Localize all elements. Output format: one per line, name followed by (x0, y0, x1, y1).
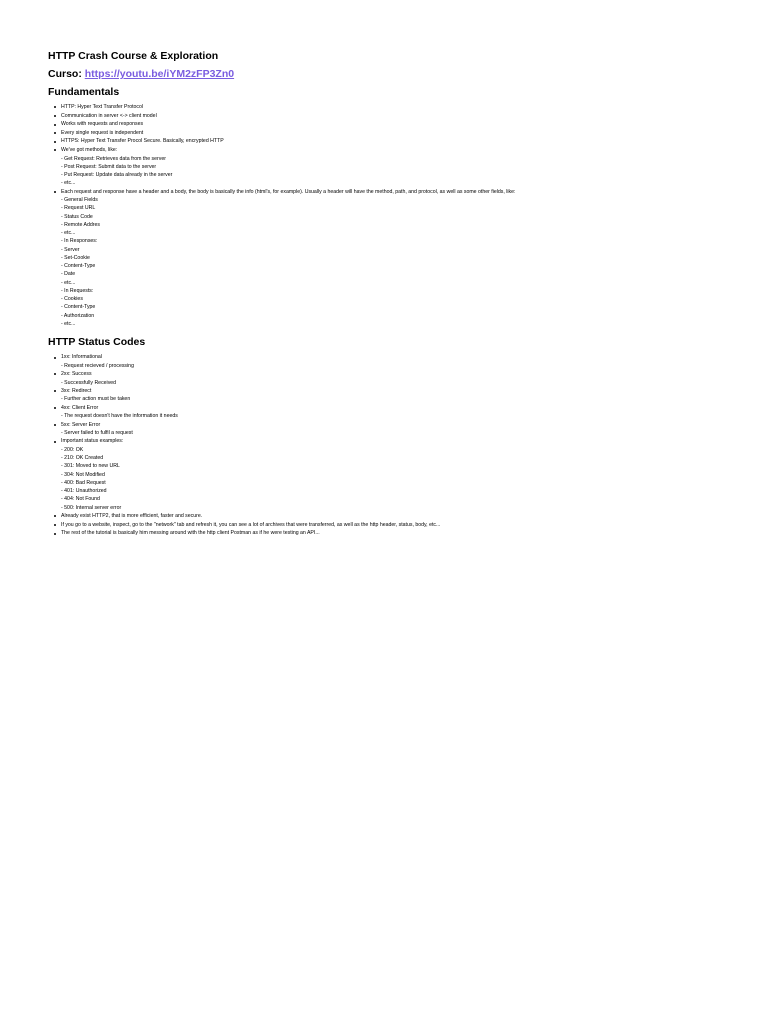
sub-item-text: - 210: OK Created (61, 455, 104, 462)
course-link[interactable]: https://youtu.be/iYM2zFP3Zn0 (84, 68, 235, 80)
list-item-text: Works with requests and responses (61, 121, 144, 128)
list-item (61, 112, 748, 121)
bullet-list (48, 103, 748, 328)
sub-item-text: - Set-Cookie (61, 254, 90, 261)
list-item (61, 129, 748, 138)
list-item-text: Important status examples: (61, 438, 124, 445)
sub-item-text: - In Responses: (61, 238, 98, 245)
list-item (61, 188, 748, 329)
list-item-text: Each request and response have a header and a body, the body is basically the info (html's, for example). Usually a header will have the method, path, and protocol, as well as some other fields, like: (61, 188, 516, 195)
sub-item-text: - 400: Bad Request (61, 479, 106, 486)
sub-item-text: - 500: Internal server error (61, 504, 122, 511)
list-item-text: If you go to a website, inspect, go to the "network" tab and refresh it, you can see a lot of archives that were transferred, as well as the http header, status, body, etc... (61, 521, 441, 528)
list-item-text: 5xx: Server Error (61, 421, 101, 428)
sub-item-text: - Server (61, 246, 80, 253)
list-item (61, 137, 748, 146)
sub-item-text: - 301: Moved to new URL (61, 463, 120, 470)
sub-item-text: - etc... (61, 230, 76, 237)
list-item (61, 353, 748, 370)
course-line (48, 68, 748, 81)
list-item-text: 1xx: Informational (61, 354, 102, 361)
list-item-text: Communication in server <-> client model (61, 112, 157, 119)
list-item-text: HTTPS: Hyper Text Transfer Procol Secure. Basically, encrypted HTTP (61, 138, 224, 145)
sub-item-text: - Content-Type (61, 263, 96, 270)
list-item-text: 4xx: Client Error (61, 404, 99, 411)
section-heading: HTTP Status Codes (48, 336, 146, 349)
list-item-text: We've got methods, like: (61, 146, 118, 153)
sub-item-text: - In Requests: (61, 287, 94, 294)
sub-item-text: - Date (61, 271, 76, 278)
list-item-text: Every single request is independent (61, 129, 144, 136)
sub-item-text: - 404: Not Found (61, 496, 100, 503)
list-item (61, 421, 748, 438)
list-item-text: 3xx: Redirect (61, 387, 92, 394)
document-page (48, 50, 748, 546)
sub-item-text: - Successfully Received (61, 379, 117, 386)
sections-container (48, 86, 748, 538)
sub-item-text: - etc... (61, 279, 76, 286)
sub-item-text: - General Fields (61, 197, 98, 204)
list-item (61, 521, 748, 530)
sub-item-text: - 304: Not Modified (61, 471, 105, 478)
list-item-text: HTTP: Hyper Text Transfer Protocol (61, 104, 144, 110)
sub-item-text: - Cookies (61, 296, 83, 303)
list-item (61, 120, 748, 129)
document-title: HTTP Crash Course & Exploration (48, 50, 219, 62)
list-item-text: The rest of the tutorial is basically him messing around with the http client Postman as if he were testing an API... (61, 530, 320, 537)
sub-item-text: - Remote Addres (61, 221, 100, 228)
list-item (61, 146, 748, 188)
sub-item-text: - Put Request: Update data already in the server (61, 172, 173, 179)
sub-item-text: - Request URL (61, 205, 96, 212)
sub-item-text: - Status Code (61, 213, 93, 220)
list-item (61, 370, 748, 387)
sub-item-text: - Content-Type (61, 304, 96, 311)
bullet-list (48, 353, 748, 538)
list-item-text: 2xx: Success (61, 371, 92, 377)
list-item-text: Already exist HTTP2, that is more efficient, faster and secure. (61, 512, 203, 519)
list-item (61, 512, 748, 521)
list-item (61, 529, 748, 538)
sub-item-text: - etc... (61, 180, 76, 187)
sub-item-text: - Post Request: Submit data to the server (61, 163, 157, 170)
course-label: Curso: (48, 68, 85, 80)
sub-item-text: - Authorization (61, 312, 95, 319)
list-item (61, 437, 748, 512)
sub-item-text: - 200: OK (61, 446, 84, 453)
section-heading: Fundamentals (48, 86, 120, 98)
sub-item-text: - Server failed to fulfil a request (61, 430, 133, 437)
list-item (61, 404, 748, 421)
sub-item-text: - Further action must be taken (61, 396, 131, 403)
list-item (61, 103, 748, 112)
list-item (61, 387, 748, 404)
sub-item-text: - Request recieved / processing (61, 362, 134, 369)
sub-item-text: - The request doesn't have the information it needs (61, 413, 178, 420)
sub-item-text: - Get Request: Retrieves data from the server (61, 155, 166, 162)
sub-item-text: - etc... (61, 320, 76, 327)
sub-item-text: - 401: Unauthorized (61, 488, 107, 495)
